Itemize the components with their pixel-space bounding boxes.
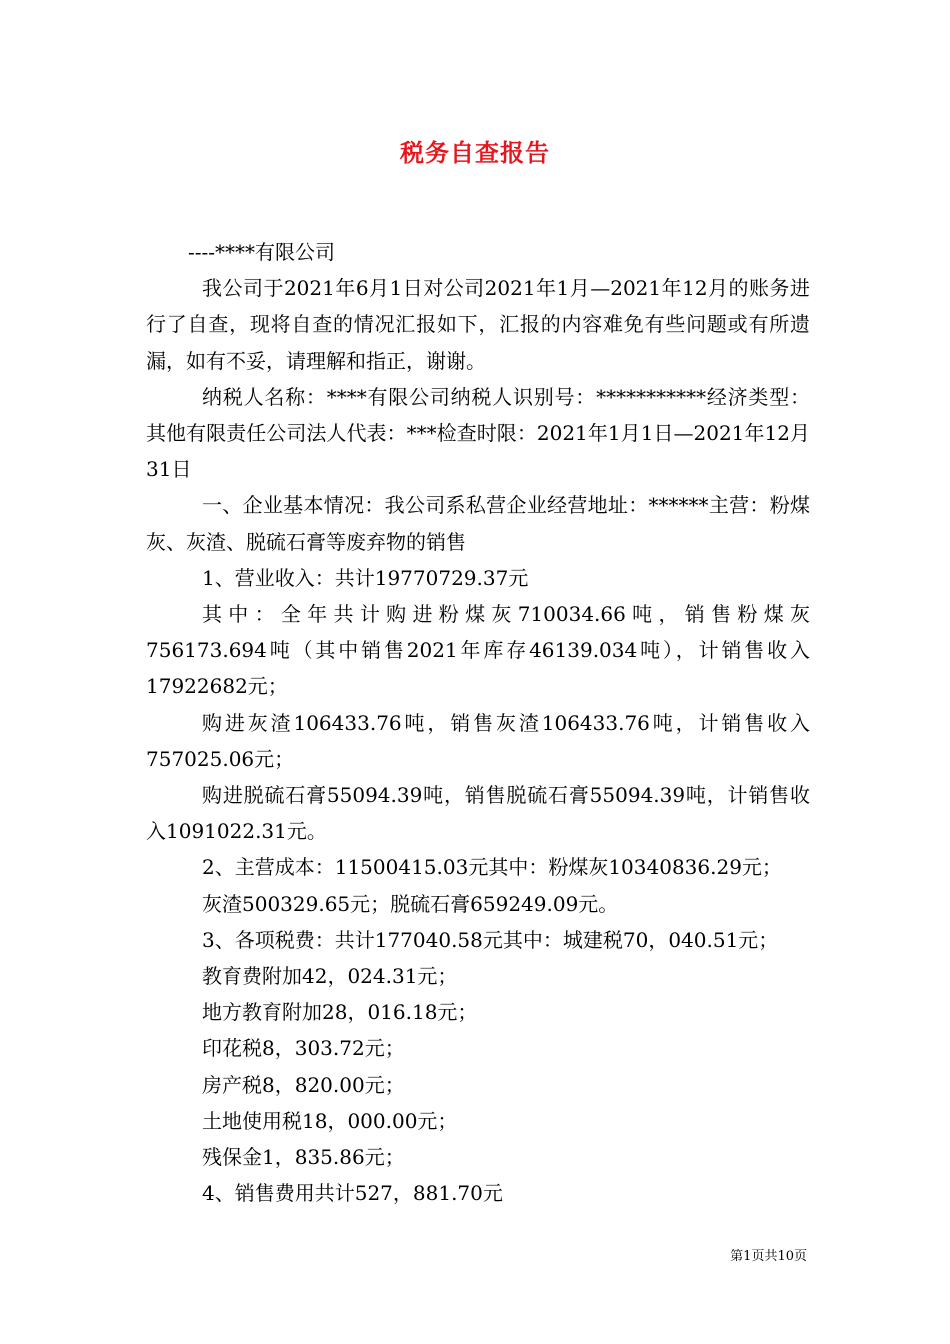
paragraph-taxes-total: 3、各项税费：共计177040.58元其中：城建税70，040.51元；: [202, 927, 779, 952]
paragraph-cost-detail: 灰渣500329.65元；脱硫石膏659249.09元。: [202, 891, 619, 916]
paragraph-tax-property: 房产税8，820.00元；: [202, 1072, 405, 1097]
paragraph-tax-stamp: 印花税8，303.72元；: [202, 1036, 405, 1061]
paragraph-basic-info: 一、企业基本情况：我公司系私营企业经营地址：******主营：粉煤灰、灰渣、脱硫石膏等废弃物的销售: [146, 493, 810, 554]
company-line: ----****有限公司: [188, 240, 336, 264]
document-body: [146, 234, 810, 1211]
paragraph-revenue-flyash: 其中：全年共计购进粉煤灰710034.66吨，销售粉煤灰756173.694吨（其中销售2021年库存46139.034吨），计销售收入17922682元；: [146, 602, 810, 699]
document-title: 税务自查报告: [400, 138, 550, 167]
page-indicator: 第1页共10页: [730, 1249, 807, 1264]
paragraph-tax-education: 教育费附加42，024.31元；: [202, 964, 458, 989]
paragraph-revenue-total: 1、营业收入：共计19770729.37元: [202, 565, 529, 590]
paragraph-revenue-gypsum: 购进脱硫石膏55094.39吨，销售脱硫石膏55094.39吨，计销售收入1091022.31元。: [146, 783, 810, 844]
paragraph-tax-land-use: 土地使用税18，000.00元；: [202, 1108, 458, 1133]
paragraph-revenue-slag: 购进灰渣106433.76吨，销售灰渣106433.76吨，计销售收入757025.06元；: [146, 710, 810, 771]
paragraph-main-cost: 2、主营成本：11500415.03元其中：粉煤灰10340836.29元；: [202, 855, 782, 880]
paragraph-taxpayer-info: 纳税人名称：****有限公司纳税人识别号：***********经济类型：其他有限责任公司法人代表：***检查时限：2021年1月1日—2021年12月31日: [146, 384, 810, 482]
paragraph-tax-disability-fund: 残保金1，835.86元；: [202, 1145, 405, 1170]
paragraph-intro: 我公司于2021年6月1日对公司2021年1月—2021年12月的账务进行了自查，现将自查的情况汇报如下，汇报的内容难免有些问题或有所遗漏，如有不妥，请理解和指正，谢谢。: [146, 276, 810, 373]
paragraph-tax-local-education: 地方教育附加28，016.18元；: [202, 1000, 478, 1025]
paragraph-sales-expense: 4、销售费用共计527，881.70元: [202, 1181, 503, 1206]
